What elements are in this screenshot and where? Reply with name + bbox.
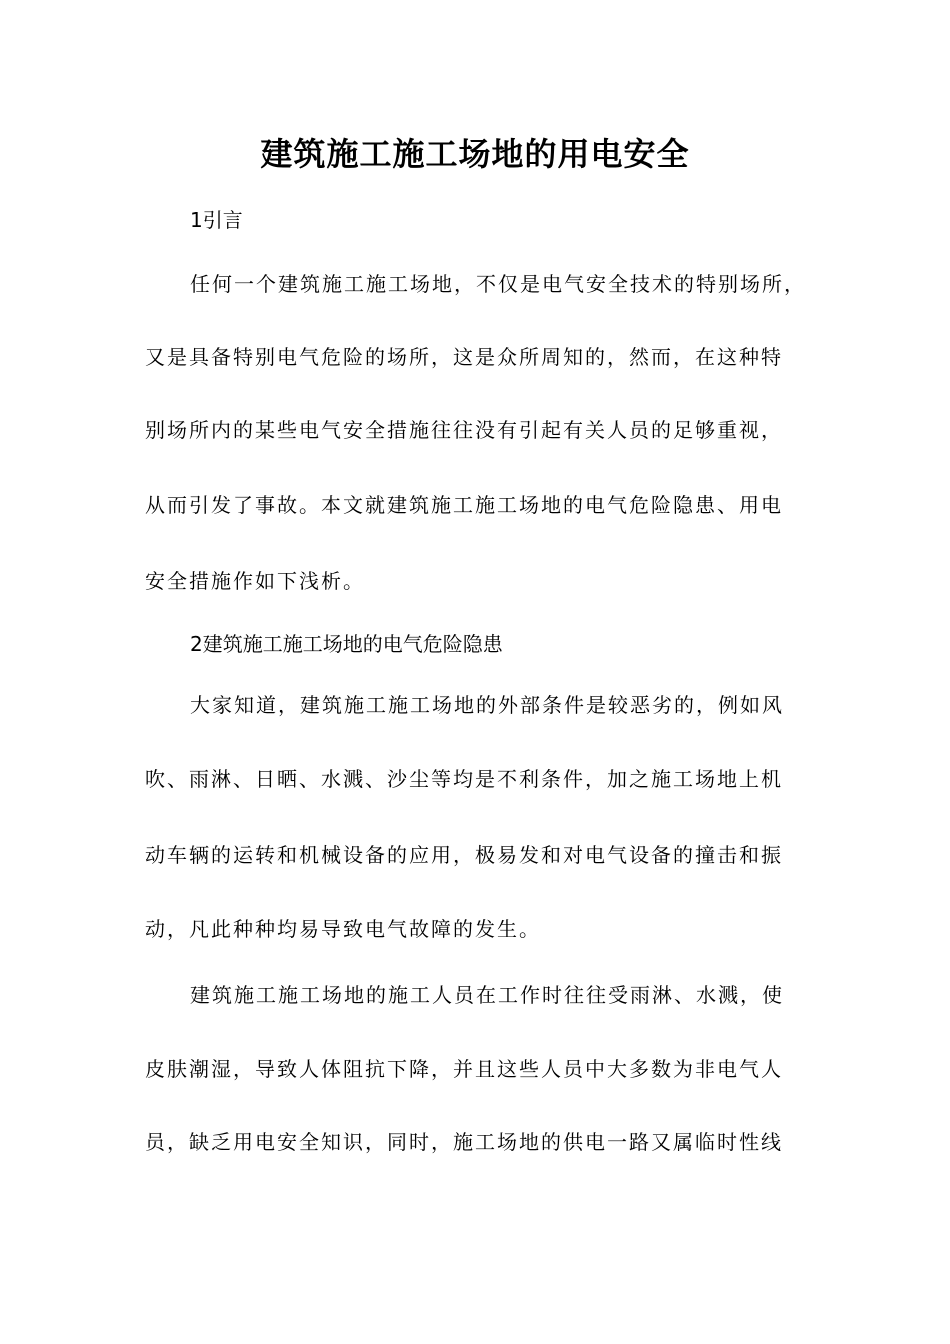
paragraph-line: 大家知道，建筑施工施工场地的外部条件是较恶劣的，例如风 (190, 693, 784, 717)
section-heading-hazards: 2建筑施工施工场地的电气危险隐患 (190, 632, 503, 656)
paragraph-line: 动，凡此种种均易导致电气故障的发生。 (145, 917, 541, 941)
paragraph-line: 员，缺乏用电安全知识，同时，施工场地的供电一路又属临时性线 (145, 1130, 783, 1154)
paragraph-line: 吹、雨淋、日晒、水溅、沙尘等均是不利条件，加之施工场地上机 (145, 767, 783, 791)
paragraph-line: 建筑施工施工场地的施工人员在工作时往往受雨淋、水溅，使 (190, 983, 784, 1007)
document-title: 建筑施工施工场地的用电安全 (260, 135, 690, 173)
paragraph-line: 从而引发了事故。本文就建筑施工施工场地的电气危险隐患、用电 (145, 493, 783, 517)
paragraph-line: 动车辆的运转和机械设备的应用，极易发和对电气设备的撞击和振 (145, 843, 783, 867)
paragraph-line: 别场所内的某些电气安全措施往往没有引起有关人员的足够重视， (145, 418, 783, 442)
paragraph-line: 安全措施作如下浅析。 (145, 569, 365, 593)
paragraph-line: 又是具备特别电气危险的场所，这是众所周知的，然而，在这种特 (145, 345, 783, 369)
paragraph-line: 皮肤潮湿，导致人体阻抗下降，并且这些人员中大多数为非电气人 (145, 1057, 783, 1081)
section-heading-introduction: 1引言 (190, 208, 243, 232)
paragraph-line: 任何一个建筑施工施工场地，不仅是电气安全技术的特别场所， (190, 272, 806, 296)
